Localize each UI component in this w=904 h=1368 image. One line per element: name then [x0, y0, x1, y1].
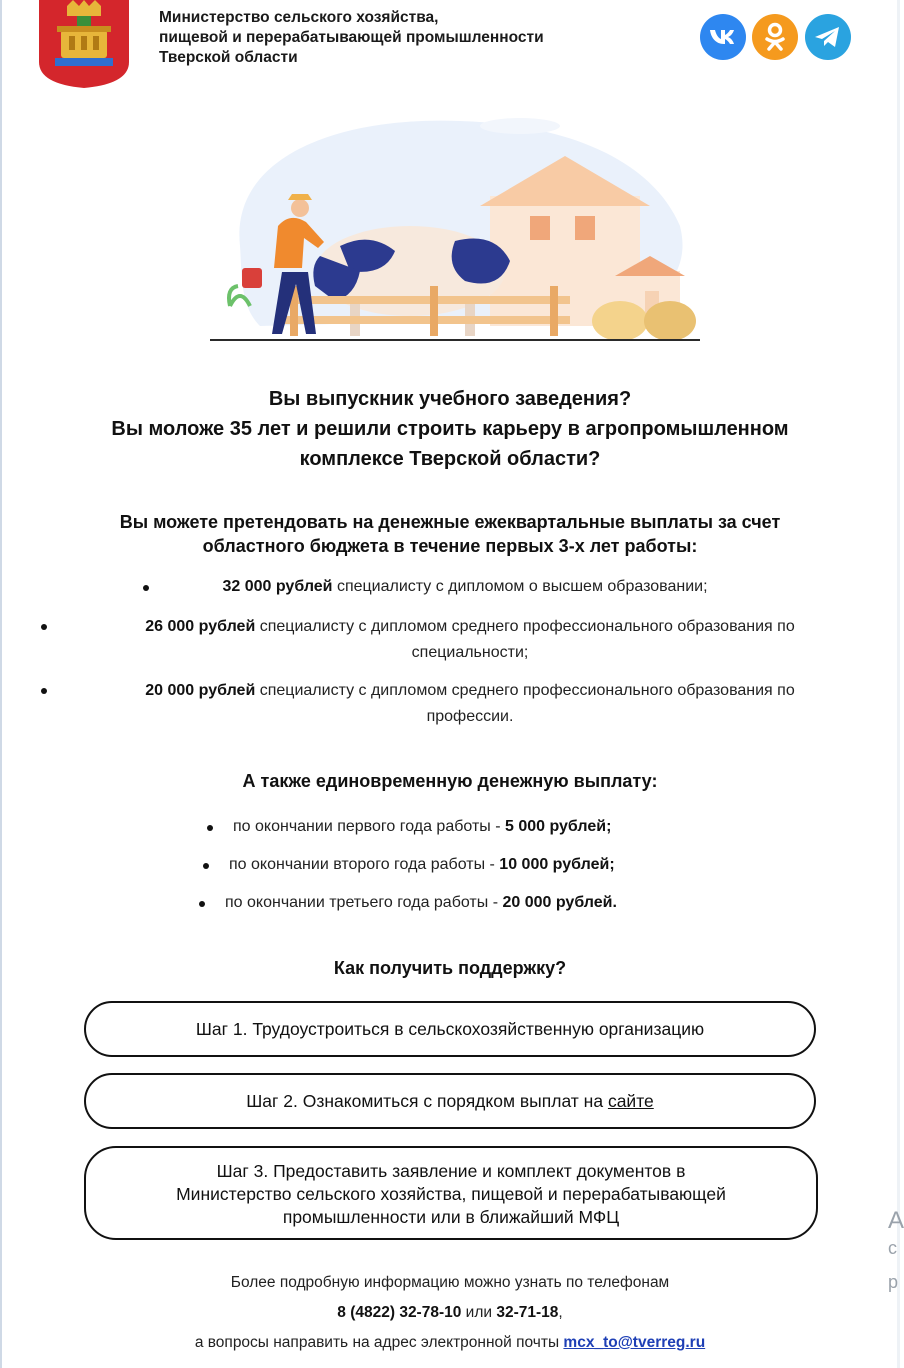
one-time-item: [233, 814, 611, 840]
bullet: [203, 863, 209, 869]
ministry-name-line: Министерство сельского хозяйства,: [159, 9, 439, 26]
one-time-amount: 10 000 рублей;: [499, 856, 615, 873]
quarterly-item: [60, 678, 880, 730]
phone-1: 8 (4822) 32-78-10: [337, 1304, 462, 1321]
bullet: [199, 901, 205, 907]
intro-line: Вы моложе 35 лет и решили строить карьеру в агропромышленном: [111, 418, 789, 440]
vk-button[interactable]: [700, 14, 746, 60]
telegram-icon: [805, 14, 851, 60]
farm-illustration: [200, 96, 710, 346]
phone-separator: или: [461, 1304, 497, 1321]
how-to-get-support-title: Как получить поддержку?: [333, 958, 567, 978]
intro-line: комплексе Тверской области?: [299, 448, 601, 470]
one-time-text: по окончании третьего года работы -: [225, 894, 503, 911]
bullet: [41, 624, 47, 630]
right-frame-border: [897, 0, 900, 1368]
telegram-button[interactable]: [805, 14, 851, 60]
step-3-line: Шаг 3. Предоставить заявление и комплект документов в: [216, 1161, 686, 1181]
one-time-amount: 20 000 рублей.: [502, 894, 617, 911]
odnoklassniki-button[interactable]: [752, 14, 798, 60]
quarterly-item: [0, 574, 900, 600]
step-1-box: [84, 1001, 816, 1057]
bullet: [207, 825, 213, 831]
bullet: [41, 688, 47, 694]
step-2-box: [84, 1073, 816, 1129]
step-3-box: [84, 1146, 818, 1240]
one-time-item: [225, 890, 617, 916]
quarterly-text-cont: профессии.: [426, 708, 514, 725]
one-time-text: по окончании второго года работы -: [229, 856, 500, 873]
footer-info-line: Более подробную информацию можно узнать по телефонам: [230, 1274, 670, 1291]
quarterly-text: специалисту с дипломом среднего профессионального образования по: [255, 682, 795, 699]
quarterly-amount: 26 000 рублей: [145, 618, 256, 635]
quarterly-item: [60, 614, 880, 666]
email-link[interactable]: mcx_to@tverreg.ru: [563, 1334, 706, 1351]
tver-crest-logo: [37, 0, 131, 88]
footer-phones: [0, 1304, 900, 1322]
quarterly-text: специалисту с дипломом о высшем образовании;: [332, 578, 708, 595]
quarterly-text: специалисту с дипломом среднего профессионального образования по: [255, 618, 795, 635]
footer-email-label: а вопросы направить на адрес электронной почты: [194, 1334, 564, 1351]
vk-icon: [700, 14, 746, 60]
phone-2: 32-71-18: [496, 1304, 559, 1321]
step-1-text: Шаг 1. Трудоустроиться в сельскохозяйственную организацию: [195, 1019, 705, 1039]
step-2-text: [86, 1090, 814, 1113]
one-time-text: по окончании первого года работы -: [233, 818, 505, 835]
one-time-item: [229, 852, 615, 878]
quarterly-text-cont: специальности;: [411, 644, 529, 661]
one-time-payment-title: А также единовременную денежную выплату:: [242, 771, 658, 791]
clipped-edge-char: р: [888, 1272, 899, 1292]
intro-line: Вы выпускник учебного заведения?: [268, 388, 632, 410]
header: [0, 0, 900, 96]
step-3-line: Министерство сельского хозяйства, пищевой и перерабатывающей: [176, 1184, 726, 1204]
one-time-amount: 5 000 рублей;: [504, 818, 612, 835]
phone-comma: ,: [558, 1304, 563, 1321]
quarterly-title-line: областного бюджета в течение первых 3-х лет работы:: [202, 536, 698, 556]
step-2-label: Шаг 2. Ознакомиться с порядком выплат на: [246, 1091, 608, 1111]
ministry-name-line: Тверской области: [159, 49, 298, 66]
intro-questions: [0, 384, 900, 474]
ministry-name-line: пищевой и перерабатывающей промышленности: [159, 29, 544, 46]
quarterly-amount: 20 000 рублей: [145, 682, 256, 699]
left-frame-border: [0, 0, 2, 1368]
quarterly-amount: 32 000 рублей: [222, 578, 333, 595]
footer-email-line: [0, 1334, 900, 1352]
odnoklassniki-icon: [752, 14, 798, 60]
clipped-edge-char: с: [888, 1238, 897, 1258]
quarterly-payments-title: [0, 510, 900, 558]
quarterly-title-line: Вы можете претендовать на денежные ежеквартальные выплаты за счет: [119, 512, 781, 532]
step-3-line: промышленности или в ближайший МФЦ: [282, 1207, 620, 1227]
clipped-edge-char: А: [888, 1207, 904, 1234]
site-link[interactable]: сайте: [607, 1091, 654, 1111]
ministry-name: [159, 8, 639, 68]
